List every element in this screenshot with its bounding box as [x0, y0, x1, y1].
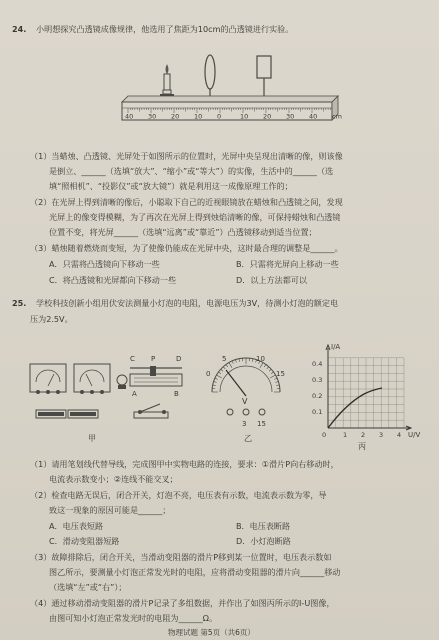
- q24-part1-line1: （1）当蜡烛、凸透镜、光屏处于如图所示的位置时，光屏中央呈现出清晰的像，则该像: [30, 151, 343, 161]
- iu-curve: [328, 388, 382, 428]
- ruler-label: 20: [171, 112, 180, 121]
- q25-option-d: D．小灯泡断路: [236, 536, 291, 546]
- dial-unit-v: V: [242, 397, 248, 406]
- q25-stem-line1: 学校科技创新小组用伏安法测量小灯泡的电阻，电源电压为3V，待测小灯泡的额定电: [36, 298, 339, 308]
- voltmeter-dial-figure: [200, 352, 292, 432]
- convex-lens-icon: [202, 55, 218, 100]
- dial-terminal-3: 3: [242, 420, 247, 428]
- rheostat-label-d: D: [176, 355, 182, 363]
- battery-icon: [36, 410, 98, 418]
- q24-part2-line3: 位置不变，将光屏______（选填“远离”或“靠近”）凸透镜移动到适当位置；: [49, 227, 317, 237]
- q24-option-c: C．将凸透镜和光屏都向下移动一些: [49, 275, 177, 285]
- q25-part1-line2: 电流表示数变小；②连线不能交叉；: [49, 474, 178, 484]
- circuit-figure-jia: [26, 348, 196, 430]
- ruler-label: cm: [332, 112, 342, 121]
- ruler-label: 40: [309, 112, 318, 121]
- q25-part3-line1: （3）故障排除后，闭合开关，当滑动变阻器的滑片P移到某一位置时，电压表示数如: [30, 552, 332, 562]
- rheostat-label-c: C: [130, 355, 135, 363]
- dial-label-5: 5: [222, 355, 227, 363]
- q24-part3-line1: （3）蜡烛随着燃烧而变短，为了使像仍能成在光屏中央，这时最合理的调整是______。: [30, 243, 343, 253]
- q25-option-b: B．电压表断路: [236, 521, 291, 531]
- page-footer: 物理试题 第5页（共6页）: [168, 628, 255, 637]
- q24-option-a: A．只需将凸透镜向下移动一些: [49, 259, 160, 269]
- ruler-label: 10: [240, 112, 249, 121]
- ruler-label: 30: [286, 112, 295, 121]
- graph-ytick-0.2: 0.2: [312, 392, 323, 400]
- q25-part3-line3: （选填“左”或“右”）；: [49, 582, 127, 592]
- rheostat-label-p: P: [151, 355, 156, 363]
- graph-xtick-2: 2: [361, 431, 366, 439]
- q24-part1-line2: 是倒立、______（选填“放大”、“缩小”或“等大”）的实像，生活中的______（选: [49, 166, 334, 176]
- candle-icon: [163, 64, 171, 94]
- dial-terminal-15: 15: [257, 420, 266, 428]
- dial-needle: [226, 370, 246, 396]
- switch-icon: [134, 404, 168, 418]
- rheostat-icon: [130, 355, 182, 398]
- ruler-label: 0: [217, 112, 222, 121]
- dial-label-10: 10: [256, 355, 265, 363]
- q24-option-d: D．以上方法都可以: [236, 275, 307, 285]
- q25-part1-line1: （1）请用笔划线代替导线，完成图甲中实物电路的连接，要求：①滑片P向右移动时，: [30, 459, 339, 469]
- graph-xtick-0: 0: [322, 431, 327, 439]
- q24-number: 24.: [12, 24, 27, 34]
- figure-yi-caption: 乙: [244, 433, 253, 443]
- q25-part4-line1: （4）通过移动滑动变阻器的滑片P记录了多组数据，并作出了如图丙所示的I-U图像，: [30, 598, 335, 608]
- graph-ytick-0.1: 0.1: [312, 408, 323, 416]
- q24-stem: 小明想探究凸透镜成像规律，他选用了焦距为10cm的凸透镜进行实验。: [36, 24, 294, 34]
- q24-part2-line2: 光屏上的像变得模糊，为了再次在光屏上得到烛焰清晰的像，可保持蜡烛和凸透镜: [49, 212, 341, 222]
- rheostat-label-b: B: [174, 390, 179, 398]
- ruler-label: 20: [263, 112, 272, 121]
- q25-part2-line2: 致这一现象的原因可能是______；: [49, 505, 171, 515]
- q25-option-a: A．电压表短路: [49, 521, 104, 531]
- lamp-icon: [117, 375, 127, 389]
- figure-jia-caption: 甲: [88, 433, 97, 443]
- graph-xlabel: U/V: [408, 431, 421, 439]
- q24-option-b: B．只需将光屏向上移动一些: [236, 259, 339, 269]
- dial-label-0: 0: [206, 370, 211, 378]
- ruler-label: 40: [125, 112, 134, 121]
- graph-ylabel: I/A: [331, 343, 341, 351]
- figure-bing-caption: 丙: [358, 441, 367, 451]
- graph-ytick-0.3: 0.3: [312, 376, 323, 384]
- ruler-label: 30: [148, 112, 157, 121]
- voltmeter-icon: [74, 364, 110, 394]
- graph-xtick-4: 4: [397, 431, 402, 439]
- q25-stem-line2: 压为2.5V。: [30, 314, 73, 324]
- q25-part4-line2: 由图可知小灯泡正常发光时的电阻为______Ω。: [49, 613, 218, 623]
- ammeter-icon: [30, 364, 66, 394]
- graph-xtick-3: 3: [379, 431, 384, 439]
- q25-option-c: C．滑动变阻器短路: [49, 536, 120, 546]
- q24-part1-line3: 填“照相机”、“投影仪”或“放大镜”）就是利用这一成像原理工作的；: [49, 181, 293, 191]
- q25-number: 25.: [12, 298, 27, 308]
- graph-ytick-0.4: 0.4: [312, 360, 323, 368]
- rheostat-label-a: A: [132, 390, 137, 398]
- dial-label-15: 15: [276, 370, 285, 378]
- optical-bench-figure: [118, 50, 348, 132]
- q24-part2-line1: （2）在光屏上得到清晰的像后，小聪取下自己的近视眼镜放在蜡烛和凸透镜之间，发现: [30, 197, 343, 207]
- iu-graph-figure: [306, 340, 424, 440]
- screen-icon: [256, 56, 272, 100]
- ruler-label: 10: [194, 112, 203, 121]
- q25-part3-line2: 图乙所示，要测量小灯泡正常发光时的电阻，应将滑动变阻器的滑片向______移动: [49, 567, 341, 577]
- q25-part2-line1: （2）检查电路无误后，闭合开关，灯泡不亮，电压表有示数，电流表示数为零，导: [30, 490, 327, 500]
- graph-xtick-1: 1: [343, 431, 348, 439]
